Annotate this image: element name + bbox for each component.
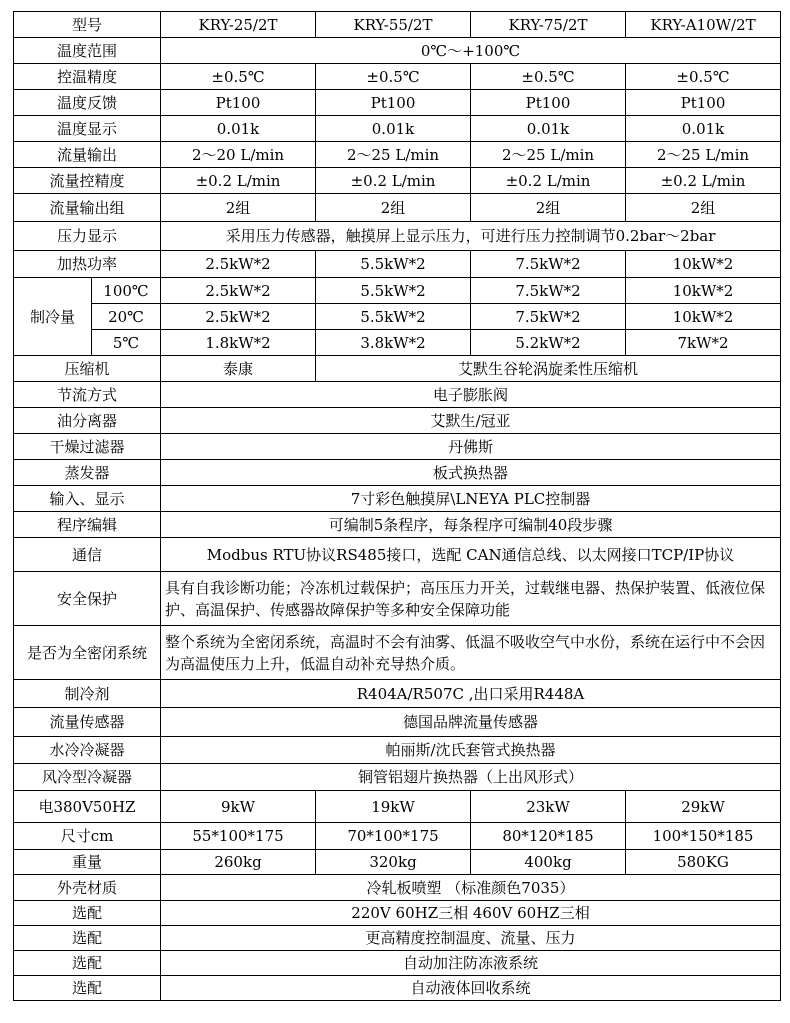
row-value: 采用压力传感器，触摸屏上显示压力，可进行压力控制调节0.2bar～2bar bbox=[161, 222, 781, 251]
cell-value: 100*150*185 bbox=[626, 823, 781, 850]
row-value: 艾默生谷轮涡旋柔性压缩机 bbox=[316, 356, 781, 382]
cell-value: 29kW bbox=[626, 791, 781, 823]
model-name: KRY-75/2T bbox=[471, 12, 626, 38]
table-row bbox=[14, 142, 781, 168]
cell-value: 10kW*2 bbox=[626, 278, 781, 304]
cell-value: 0.01k bbox=[471, 116, 626, 142]
cell-value: 7.5kW*2 bbox=[471, 278, 626, 304]
row-label: 流量输出组 bbox=[14, 194, 161, 222]
row-label: 风冷型冷凝器 bbox=[14, 764, 161, 791]
table-row bbox=[14, 90, 781, 116]
cell-value: Pt100 bbox=[161, 90, 316, 116]
table-row bbox=[14, 64, 781, 90]
cell-value: 5.5kW*2 bbox=[316, 304, 471, 330]
row-label: 干燥过滤器 bbox=[14, 434, 161, 460]
cell-value: 580KG bbox=[626, 850, 781, 875]
table-row bbox=[14, 926, 781, 951]
cell-value: 2～20 L/min bbox=[161, 142, 316, 168]
row-value: 板式换热器 bbox=[161, 460, 781, 486]
table-row bbox=[14, 408, 781, 434]
table-row bbox=[14, 976, 781, 1001]
table-row bbox=[14, 460, 781, 486]
row-label: 压力显示 bbox=[14, 222, 161, 251]
table-row bbox=[14, 194, 781, 222]
table-row bbox=[14, 304, 781, 330]
cell-value: 2～25 L/min bbox=[471, 142, 626, 168]
table-row bbox=[14, 116, 781, 142]
table-row bbox=[14, 791, 781, 823]
row-value: 可编制5条程序，每条程序可编制40段步骤 bbox=[161, 512, 781, 538]
cell-value: 2.5kW*2 bbox=[161, 251, 316, 278]
row-label: 外壳材质 bbox=[14, 875, 161, 901]
row-label: 安全保护 bbox=[14, 572, 161, 626]
row-label: 选配 bbox=[14, 951, 161, 976]
table-row bbox=[14, 951, 781, 976]
table-row bbox=[14, 168, 781, 194]
cell-value: 2组 bbox=[626, 194, 781, 222]
cell-value: 400kg bbox=[471, 850, 626, 875]
model-name: KRY-A10W/2T bbox=[626, 12, 781, 38]
cell-value: 2～25 L/min bbox=[626, 142, 781, 168]
row-label: 流量传感器 bbox=[14, 708, 161, 737]
cell-value: 2.5kW*2 bbox=[161, 304, 316, 330]
table-row bbox=[14, 512, 781, 538]
cell-value: 5.2kW*2 bbox=[471, 330, 626, 356]
cell-value: 23kW bbox=[471, 791, 626, 823]
header-label: 型号 bbox=[14, 12, 161, 38]
cell-value: ±0.5℃ bbox=[471, 64, 626, 90]
cell-value: ±0.2 L/min bbox=[626, 168, 781, 194]
cell-value: Pt100 bbox=[471, 90, 626, 116]
row-label: 节流方式 bbox=[14, 382, 161, 408]
row-value: 具有自我诊断功能；冷冻机过载保护；高压压力开关，过载继电器、热保护装置、低液位保护、高温保护、传感器故障保护等多种安全保障功能 bbox=[161, 572, 781, 626]
table-row bbox=[14, 680, 781, 708]
table-row bbox=[14, 764, 781, 791]
row-label: 通信 bbox=[14, 538, 161, 572]
row-value: R404A/R507C ,出口采用R448A bbox=[161, 680, 781, 708]
cell-value: 80*120*185 bbox=[471, 823, 626, 850]
row-value: 更高精度控制温度、流量、压力 bbox=[161, 926, 781, 951]
row-value: 自动加注防冻液系统 bbox=[161, 951, 781, 976]
spec-table bbox=[13, 11, 781, 1001]
row-label: 温度反馈 bbox=[14, 90, 161, 116]
row-value: 7寸彩色触摸屏\LNEYA PLC控制器 bbox=[161, 486, 781, 512]
row-label: 选配 bbox=[14, 901, 161, 926]
row-value: 铜管铝翅片换热器（上出风形式） bbox=[161, 764, 781, 791]
row-value: 0℃～+100℃ bbox=[161, 38, 781, 64]
cell-value: 2组 bbox=[471, 194, 626, 222]
row-label: 温度显示 bbox=[14, 116, 161, 142]
spec-table-container bbox=[13, 11, 781, 1001]
table-row bbox=[14, 572, 781, 626]
cell-value: 2组 bbox=[316, 194, 471, 222]
row-value: Modbus RTU协议RS485接口，选配 CAN通信总线、以太网接口TCP/IP协议 bbox=[161, 538, 781, 572]
cell-value: 9kW bbox=[161, 791, 316, 823]
table-row bbox=[14, 901, 781, 926]
table-row bbox=[14, 222, 781, 251]
row-label: 流量输出 bbox=[14, 142, 161, 168]
cell-value: 2组 bbox=[161, 194, 316, 222]
table-row bbox=[14, 486, 781, 512]
table-row bbox=[14, 850, 781, 875]
cell-value: Pt100 bbox=[316, 90, 471, 116]
row-label: 制冷量 bbox=[14, 278, 92, 356]
cell-value: 10kW*2 bbox=[626, 251, 781, 278]
row-label: 选配 bbox=[14, 926, 161, 951]
cell-value: 260kg bbox=[161, 850, 316, 875]
cell-value: ±0.5℃ bbox=[626, 64, 781, 90]
table-row bbox=[14, 626, 781, 680]
sub-label: 100℃ bbox=[92, 278, 161, 304]
cell-value: 2.5kW*2 bbox=[161, 278, 316, 304]
cell-value: 1.8kW*2 bbox=[161, 330, 316, 356]
row-label: 电380V50HZ bbox=[14, 791, 161, 823]
model-name: KRY-25/2T bbox=[161, 12, 316, 38]
row-label: 是否为全密闭系统 bbox=[14, 626, 161, 680]
row-value: 帕丽斯/沈氏套管式换热器 bbox=[161, 737, 781, 764]
table-row bbox=[14, 875, 781, 901]
row-value: 自动液体回收系统 bbox=[161, 976, 781, 1001]
table-row bbox=[14, 330, 781, 356]
row-label: 尺寸cm bbox=[14, 823, 161, 850]
cell-value: ±0.5℃ bbox=[161, 64, 316, 90]
sub-label: 5℃ bbox=[92, 330, 161, 356]
model-name: KRY-55/2T bbox=[316, 12, 471, 38]
row-value: 整个系统为全密闭系统，高温时不会有油雾、低温不吸收空气中水份，系统在运行中不会因为高温使压力上升，低温自动补充导热介质。 bbox=[161, 626, 781, 680]
row-value: 冷轧板喷塑 （标准颜色7035） bbox=[161, 875, 781, 901]
table-row bbox=[14, 737, 781, 764]
row-label: 控温精度 bbox=[14, 64, 161, 90]
cell-value: 5.5kW*2 bbox=[316, 251, 471, 278]
cell-value: 5.5kW*2 bbox=[316, 278, 471, 304]
row-label: 输入、显示 bbox=[14, 486, 161, 512]
row-value: 220V 60HZ三相 460V 60HZ三相 bbox=[161, 901, 781, 926]
cell-value: 55*100*175 bbox=[161, 823, 316, 850]
row-label: 程序编辑 bbox=[14, 512, 161, 538]
row-label: 加热功率 bbox=[14, 251, 161, 278]
table-row bbox=[14, 823, 781, 850]
row-value: 德国品牌流量传感器 bbox=[161, 708, 781, 737]
cell-value: 320kg bbox=[316, 850, 471, 875]
cell-value: 10kW*2 bbox=[626, 304, 781, 330]
table-row bbox=[14, 38, 781, 64]
cell-value: ±0.2 L/min bbox=[471, 168, 626, 194]
cell-value: ±0.5℃ bbox=[316, 64, 471, 90]
row-label: 流量控精度 bbox=[14, 168, 161, 194]
sub-label: 20℃ bbox=[92, 304, 161, 330]
cell-value: 2～25 L/min bbox=[316, 142, 471, 168]
row-label: 制冷剂 bbox=[14, 680, 161, 708]
cell-value: 70*100*175 bbox=[316, 823, 471, 850]
row-label: 蒸发器 bbox=[14, 460, 161, 486]
row-label: 压缩机 bbox=[14, 356, 161, 382]
cell-value: 0.01k bbox=[626, 116, 781, 142]
table-row bbox=[14, 251, 781, 278]
table-row bbox=[14, 538, 781, 572]
cell-value: ±0.2 L/min bbox=[316, 168, 471, 194]
cell-value: 3.8kW*2 bbox=[316, 330, 471, 356]
table-row bbox=[14, 278, 781, 304]
row-label: 温度范围 bbox=[14, 38, 161, 64]
cell-value: ±0.2 L/min bbox=[161, 168, 316, 194]
table-row bbox=[14, 434, 781, 460]
row-label: 重量 bbox=[14, 850, 161, 875]
row-label: 水冷冷凝器 bbox=[14, 737, 161, 764]
row-value: 电子膨胀阀 bbox=[161, 382, 781, 408]
row-label: 油分离器 bbox=[14, 408, 161, 434]
cell-value: 0.01k bbox=[316, 116, 471, 142]
table-row bbox=[14, 356, 781, 382]
cell-value: 泰康 bbox=[161, 356, 316, 382]
row-value: 丹佛斯 bbox=[161, 434, 781, 460]
cell-value: 7kW*2 bbox=[626, 330, 781, 356]
cell-value: 0.01k bbox=[161, 116, 316, 142]
table-row bbox=[14, 708, 781, 737]
row-value: 艾默生/冠亚 bbox=[161, 408, 781, 434]
cell-value: 19kW bbox=[316, 791, 471, 823]
cell-value: Pt100 bbox=[626, 90, 781, 116]
row-label: 选配 bbox=[14, 976, 161, 1001]
cell-value: 7.5kW*2 bbox=[471, 251, 626, 278]
cell-value: 7.5kW*2 bbox=[471, 304, 626, 330]
header-row bbox=[14, 12, 781, 38]
table-row bbox=[14, 382, 781, 408]
